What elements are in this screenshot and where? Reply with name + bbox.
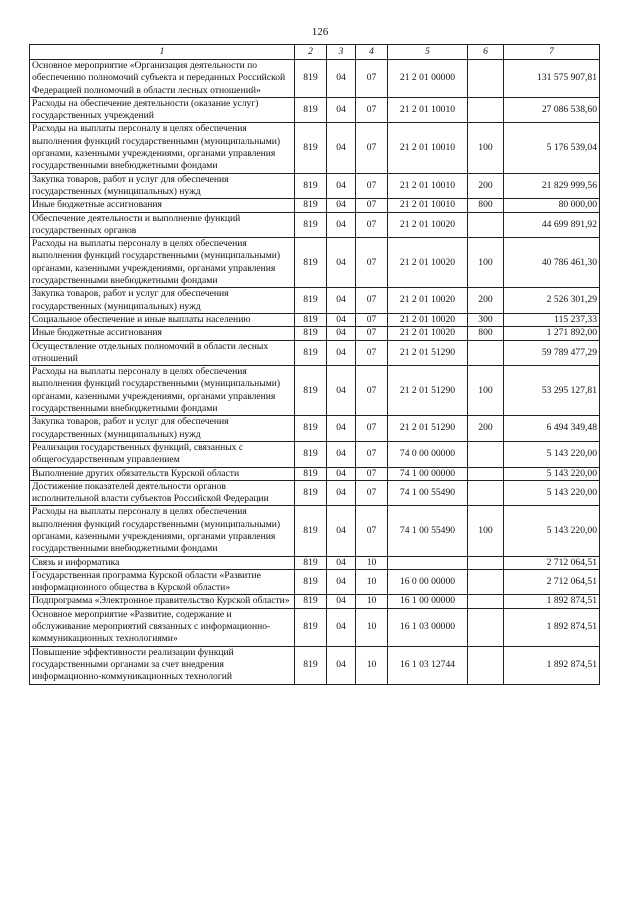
subsection-code-cell: 10	[356, 608, 388, 646]
target-article-cell: 21 2 01 00000	[388, 60, 468, 98]
target-article-cell: 21 2 01 51290	[388, 340, 468, 366]
expense-type-cell	[468, 646, 504, 684]
subsection-code-cell: 07	[356, 441, 388, 467]
amount-cell: 53 295 127,81	[504, 366, 600, 416]
subsection-code-cell: 10	[356, 646, 388, 684]
grbs-code-cell: 819	[295, 608, 327, 646]
subsection-code-cell: 07	[356, 467, 388, 480]
grbs-code-cell: 819	[295, 569, 327, 595]
target-article-cell: 21 2 01 10020	[388, 313, 468, 326]
subsection-code-cell: 07	[356, 340, 388, 366]
row-name-cell: Основное мероприятие «Организация деятельности по обеспечению полномочий субъекта и переданных Российской Федерацией полномочий в области лесных отношений»	[30, 60, 295, 98]
target-article-cell: 21 2 01 10020	[388, 238, 468, 288]
expense-type-cell: 200	[468, 288, 504, 314]
expense-type-cell: 100	[468, 506, 504, 556]
target-article-cell: 16 1 03 00000	[388, 608, 468, 646]
target-article-cell: 74 1 00 55490	[388, 506, 468, 556]
section-code-cell: 04	[327, 212, 356, 238]
target-article-cell: 74 1 00 00000	[388, 467, 468, 480]
amount-cell: 5 176 539,04	[504, 123, 600, 173]
table-row	[30, 97, 600, 123]
subsection-code-cell: 07	[356, 60, 388, 98]
row-name-cell: Иные бюджетные ассигнования	[30, 199, 295, 212]
table-row	[30, 646, 600, 684]
subsection-code-cell: 07	[356, 212, 388, 238]
expense-type-cell	[468, 556, 504, 569]
grbs-code-cell: 819	[295, 646, 327, 684]
table-row	[30, 60, 600, 98]
table-row	[30, 327, 600, 340]
section-code-cell: 04	[327, 327, 356, 340]
amount-cell: 44 699 891,92	[504, 212, 600, 238]
amount-cell: 59 789 477,29	[504, 340, 600, 366]
subsection-code-cell: 07	[356, 480, 388, 506]
table-row	[30, 212, 600, 238]
table-row	[30, 123, 600, 173]
column-header: 3	[327, 45, 356, 60]
grbs-code-cell: 819	[295, 327, 327, 340]
target-article-cell: 21 2 01 51290	[388, 416, 468, 442]
row-name-cell: Обеспечение деятельности и выполнение функций государственных органов	[30, 212, 295, 238]
column-header: 6	[468, 45, 504, 60]
subsection-code-cell: 07	[356, 327, 388, 340]
table-row	[30, 480, 600, 506]
row-name-cell: Государственная программа Курской области «Развитие информационного общества в Курской области»	[30, 569, 295, 595]
section-code-cell: 04	[327, 123, 356, 173]
amount-cell: 27 086 538,60	[504, 97, 600, 123]
row-name-cell: Закупка товаров, работ и услуг для обеспечения государственных (муниципальных) нужд	[30, 173, 295, 199]
section-code-cell: 04	[327, 340, 356, 366]
section-code-cell: 04	[327, 60, 356, 98]
amount-cell: 6 494 349,48	[504, 416, 600, 442]
expense-type-cell: 300	[468, 313, 504, 326]
target-article-cell: 21 2 01 10010	[388, 199, 468, 212]
subsection-code-cell: 10	[356, 569, 388, 595]
row-name-cell: Расходы на выплаты персоналу в целях обеспечения выполнения функций государственными (муниципальными) органами, казенными учреждениями, органами управления государственными внебюджетными фондами	[30, 506, 295, 556]
table-row	[30, 288, 600, 314]
column-header: 1	[30, 45, 295, 60]
target-article-cell: 16 1 00 00000	[388, 595, 468, 608]
row-name-cell: Расходы на выплаты персоналу в целях обеспечения выполнения функций государственными (муниципальными) органами, казенными учреждениями, органами управления государственными внебюджетными фондами	[30, 123, 295, 173]
table-row	[30, 467, 600, 480]
expense-type-cell	[468, 569, 504, 595]
row-name-cell: Реализация государственных функций, связанных с общегосударственным управлением	[30, 441, 295, 467]
column-header: 2	[295, 45, 327, 60]
column-header: 5	[388, 45, 468, 60]
row-name-cell: Расходы на выплаты персоналу в целях обеспечения выполнения функций государственными (муниципальными) органами, казенными учреждениями, органами управления государственными внебюджетными фондами	[30, 238, 295, 288]
grbs-code-cell: 819	[295, 97, 327, 123]
target-article-cell: 74 1 00 55490	[388, 480, 468, 506]
subsection-code-cell: 10	[356, 556, 388, 569]
section-code-cell: 04	[327, 556, 356, 569]
amount-cell: 5 143 220,00	[504, 480, 600, 506]
subsection-code-cell: 07	[356, 506, 388, 556]
target-article-cell: 16 0 00 00000	[388, 569, 468, 595]
subsection-code-cell: 07	[356, 366, 388, 416]
subsection-code-cell: 07	[356, 288, 388, 314]
budget-table	[29, 44, 600, 685]
subsection-code-cell: 07	[356, 416, 388, 442]
row-name-cell: Закупка товаров, работ и услуг для обеспечения государственных (муниципальных) нужд	[30, 288, 295, 314]
expense-type-cell: 100	[468, 123, 504, 173]
table-row	[30, 366, 600, 416]
amount-cell: 21 829 999,56	[504, 173, 600, 199]
section-code-cell: 04	[327, 416, 356, 442]
grbs-code-cell: 819	[295, 416, 327, 442]
expense-type-cell	[468, 340, 504, 366]
row-name-cell: Выполнение других обязательств Курской области	[30, 467, 295, 480]
section-code-cell: 04	[327, 506, 356, 556]
subsection-code-cell: 07	[356, 173, 388, 199]
amount-cell: 5 143 220,00	[504, 506, 600, 556]
row-name-cell: Иные бюджетные ассигнования	[30, 327, 295, 340]
table-row	[30, 595, 600, 608]
table-row	[30, 238, 600, 288]
table-row	[30, 199, 600, 212]
amount-cell: 2 712 064,51	[504, 556, 600, 569]
column-header: 7	[504, 45, 600, 60]
section-code-cell: 04	[327, 608, 356, 646]
row-name-cell: Подпрограмма «Электронное правительство Курской области»	[30, 595, 295, 608]
table-row	[30, 340, 600, 366]
table-row	[30, 569, 600, 595]
section-code-cell: 04	[327, 646, 356, 684]
row-name-cell: Основное мероприятие «Развитие, содержание и обслуживание мероприятий связанных с информационно-коммуникационных технологиями»	[30, 608, 295, 646]
section-code-cell: 04	[327, 288, 356, 314]
table-row	[30, 313, 600, 326]
expense-type-cell	[468, 97, 504, 123]
column-number-header	[30, 45, 600, 60]
amount-cell: 1 892 874,51	[504, 646, 600, 684]
grbs-code-cell: 819	[295, 173, 327, 199]
expense-type-cell	[468, 60, 504, 98]
grbs-code-cell: 819	[295, 199, 327, 212]
grbs-code-cell: 819	[295, 595, 327, 608]
row-name-cell: Достижение показателей деятельности органов исполнительной власти субъектов Российской Федерации	[30, 480, 295, 506]
amount-cell: 2 712 064,51	[504, 569, 600, 595]
row-name-cell: Расходы на выплаты персоналу в целях обеспечения выполнения функций государственными (муниципальными) органами, казенными учреждениями, органами управления государственными внебюджетными фондами	[30, 366, 295, 416]
table-row	[30, 556, 600, 569]
amount-cell: 5 143 220,00	[504, 467, 600, 480]
expense-type-cell	[468, 608, 504, 646]
target-article-cell: 21 2 01 10010	[388, 97, 468, 123]
grbs-code-cell: 819	[295, 288, 327, 314]
subsection-code-cell: 07	[356, 97, 388, 123]
grbs-code-cell: 819	[295, 366, 327, 416]
expense-type-cell	[468, 595, 504, 608]
expense-type-cell: 200	[468, 416, 504, 442]
expense-type-cell	[468, 480, 504, 506]
expense-type-cell	[468, 467, 504, 480]
target-article-cell: 21 2 01 10010	[388, 123, 468, 173]
target-article-cell: 21 2 01 10020	[388, 327, 468, 340]
section-code-cell: 04	[327, 441, 356, 467]
row-name-cell: Расходы на обеспечение деятельности (оказание услуг) государственных учреждений	[30, 97, 295, 123]
amount-cell: 40 786 461,30	[504, 238, 600, 288]
section-code-cell: 04	[327, 173, 356, 199]
section-code-cell: 04	[327, 313, 356, 326]
expense-type-cell: 200	[468, 173, 504, 199]
row-name-cell: Связь и информатика	[30, 556, 295, 569]
subsection-code-cell: 07	[356, 238, 388, 288]
amount-cell: 2 526 301,29	[504, 288, 600, 314]
subsection-code-cell: 07	[356, 313, 388, 326]
amount-cell: 131 575 907,81	[504, 60, 600, 98]
table-row	[30, 416, 600, 442]
row-name-cell: Повышение эффективности реализации функций государственными органами за счет внедрения информационно-коммуникационных технологий	[30, 646, 295, 684]
amount-cell: 1 892 874,51	[504, 608, 600, 646]
target-article-cell: 16 1 03 12744	[388, 646, 468, 684]
amount-cell: 115 237,33	[504, 313, 600, 326]
target-article-cell: 21 2 01 51290	[388, 366, 468, 416]
table-row	[30, 608, 600, 646]
target-article-cell: 21 2 01 10020	[388, 212, 468, 238]
table-row	[30, 441, 600, 467]
grbs-code-cell: 819	[295, 238, 327, 288]
target-article-cell: 21 2 01 10020	[388, 288, 468, 314]
target-article-cell	[388, 556, 468, 569]
subsection-code-cell: 10	[356, 595, 388, 608]
amount-cell: 1 892 874,51	[504, 595, 600, 608]
grbs-code-cell: 819	[295, 60, 327, 98]
expense-type-cell: 800	[468, 199, 504, 212]
grbs-code-cell: 819	[295, 506, 327, 556]
row-name-cell: Закупка товаров, работ и услуг для обеспечения государственных (муниципальных) нужд	[30, 416, 295, 442]
grbs-code-cell: 819	[295, 340, 327, 366]
subsection-code-cell: 07	[356, 123, 388, 173]
section-code-cell: 04	[327, 595, 356, 608]
expense-type-cell	[468, 212, 504, 238]
section-code-cell: 04	[327, 366, 356, 416]
page-number: 126	[311, 26, 329, 38]
grbs-code-cell: 819	[295, 212, 327, 238]
expense-type-cell	[468, 441, 504, 467]
target-article-cell: 74 0 00 00000	[388, 441, 468, 467]
section-code-cell: 04	[327, 238, 356, 288]
section-code-cell: 04	[327, 199, 356, 212]
grbs-code-cell: 819	[295, 441, 327, 467]
amount-cell: 5 143 220,00	[504, 441, 600, 467]
section-code-cell: 04	[327, 97, 356, 123]
amount-cell: 80 000,00	[504, 199, 600, 212]
amount-cell: 1 271 892,00	[504, 327, 600, 340]
expense-type-cell: 100	[468, 366, 504, 416]
target-article-cell: 21 2 01 10010	[388, 173, 468, 199]
section-code-cell: 04	[327, 467, 356, 480]
row-name-cell: Осуществление отдельных полномочий в области лесных отношений	[30, 340, 295, 366]
section-code-cell: 04	[327, 569, 356, 595]
expense-type-cell: 100	[468, 238, 504, 288]
column-header: 4	[356, 45, 388, 60]
table-row	[30, 506, 600, 556]
subsection-code-cell: 07	[356, 199, 388, 212]
section-code-cell: 04	[327, 480, 356, 506]
grbs-code-cell: 819	[295, 467, 327, 480]
grbs-code-cell: 819	[295, 556, 327, 569]
grbs-code-cell: 819	[295, 313, 327, 326]
grbs-code-cell: 819	[295, 480, 327, 506]
row-name-cell: Социальное обеспечение и иные выплаты населению	[30, 313, 295, 326]
grbs-code-cell: 819	[295, 123, 327, 173]
expense-type-cell: 800	[468, 327, 504, 340]
table-row	[30, 173, 600, 199]
